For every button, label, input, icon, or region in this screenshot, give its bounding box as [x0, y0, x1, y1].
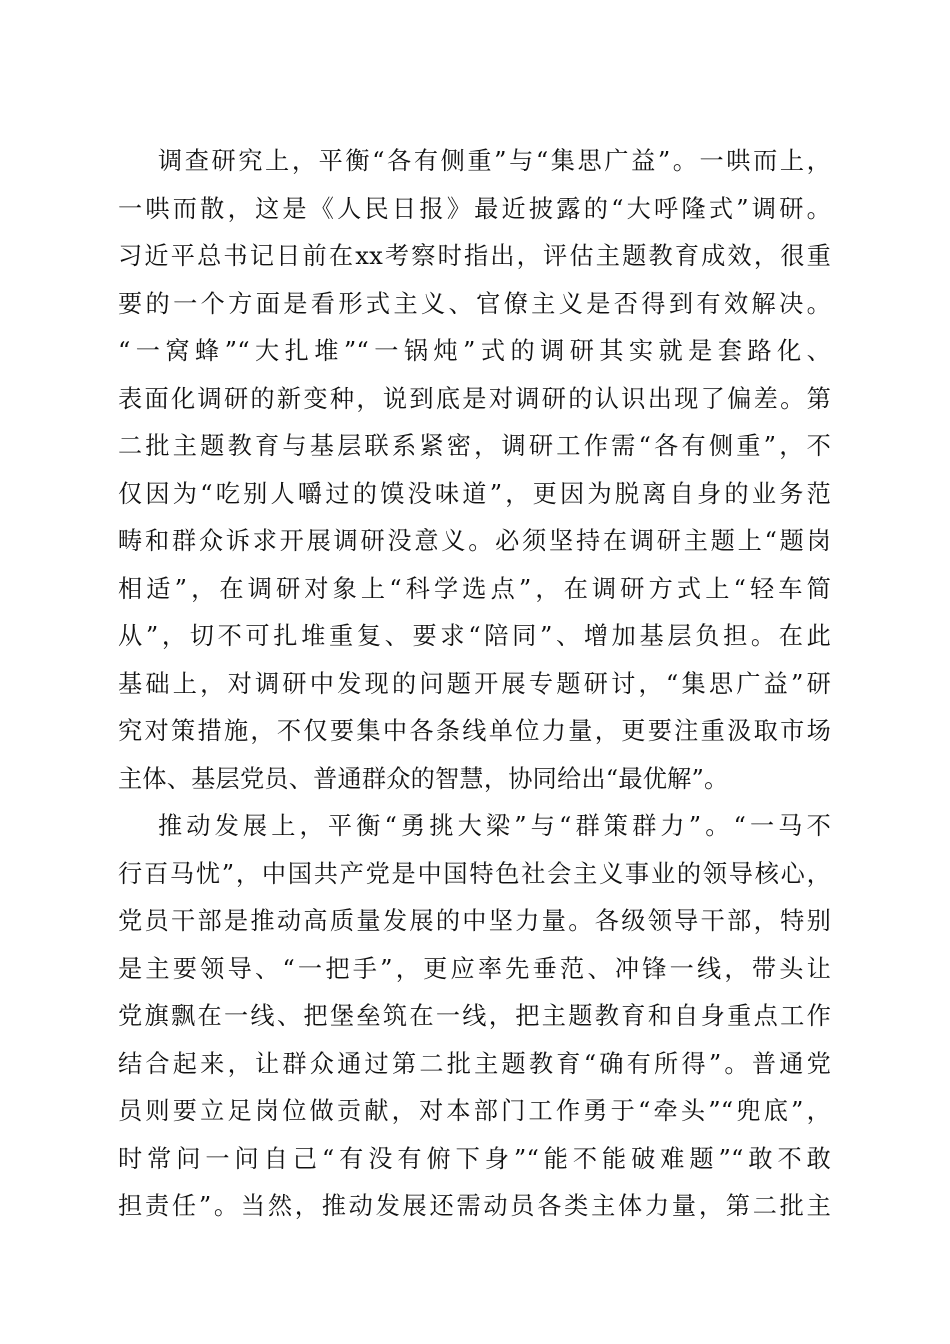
text-line: 基础上，对调研中发现的问题开展专题研讨，“集思广益”研 [118, 669, 831, 698]
text-line: 要的一个方面是看形式主义、官僚主义是否得到有效解决。 [118, 289, 831, 318]
text-line: 相适”，在调研对象上“科学选点”，在调研方式上“轻车简 [118, 574, 831, 603]
text-line: 员则要立足岗位做贡献，对本部门工作勇于“牵头”“兜底”， [118, 1097, 831, 1125]
document-body [118, 138, 831, 1231]
text-line: 是主要领导、“一把手”，更应率先垂范、冲锋一线，带头让 [118, 954, 831, 983]
text-line: 党旗飘在一线、把堡垒筑在一线，把主题教育和自身重点工作 [118, 1002, 831, 1030]
text-line: 一哄而散，这是《人民日报》最近披露的“大呼隆式”调研。 [118, 194, 831, 223]
text-line: 党员干部是推动高质量发展的中坚力量。各级领导干部，特别 [118, 907, 831, 935]
paragraph-research [118, 138, 831, 803]
text-line: 畴和群众诉求开展调研没意义。必须坚持在调研主题上“题岗 [118, 527, 831, 555]
text-line: 行百马忧”，中国共产党是中国特色社会主义事业的领导核心， [118, 859, 831, 888]
text-line: “一窝蜂”“大扎堆”“一锅炖”式的调研其实就是套路化、 [118, 337, 831, 365]
text-line: 二批主题教育与基层联系紧密，调研工作需“各有侧重”，不 [118, 432, 831, 460]
text-line: 推动发展上，平衡“勇挑大梁”与“群策群力”。“一马不 [158, 812, 831, 840]
text-line: 主体、基层党员、普通群众的智慧，协同给出“最优解”。 [118, 764, 729, 793]
text-line: 担责任”。当然，推动发展还需动员各类主体力量，第二批主 [118, 1192, 831, 1220]
text-line: 仅因为“吃别人嚼过的馍没味道”，更因为脱离自身的业务范 [118, 479, 831, 508]
text-line: 结合起来，让群众通过第二批主题教育“确有所得”。普通党 [118, 1049, 831, 1078]
text-line: 表面化调研的新变种，说到底是对调研的认识出现了偏差。第 [118, 384, 831, 413]
text-line: 时常问一问自己“有没有俯下身”“能不能破难题”“敢不敢 [118, 1144, 831, 1173]
text-line: 习近平总书记日前在xx考察时指出，评估主题教育成效，很重 [118, 242, 831, 270]
text-line: 从”，切不可扎堆重复、要求“陪同”、增加基层负担。在此 [118, 622, 831, 650]
text-line: 究对策措施，不仅要集中各条线单位力量，更要注重汲取市场 [118, 717, 831, 745]
text-line: 调查研究上，平衡“各有侧重”与“集思广益”。一哄而上， [158, 147, 831, 175]
paragraph-development [118, 803, 831, 1231]
